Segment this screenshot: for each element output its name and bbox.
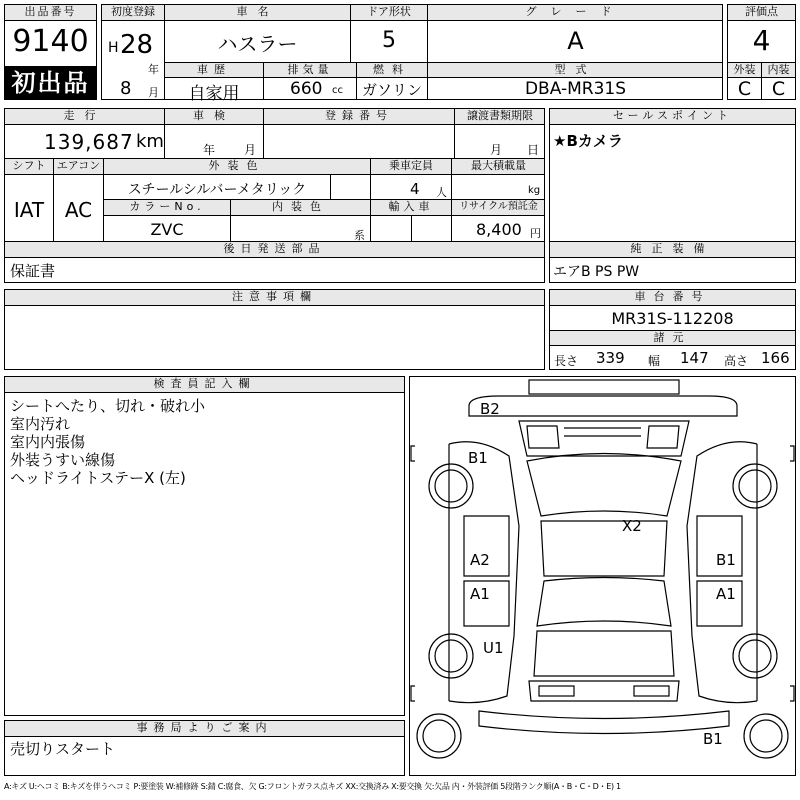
ext-color-header: 外装色 <box>208 159 266 172</box>
inspector-note: 室内汚れ <box>10 415 71 433</box>
car-outline-diagram <box>409 376 796 776</box>
color-number: ZVC <box>150 220 184 239</box>
legend-text: A:キズ U:ヘコミ B:キズを伴うヘコミ P:要塗装 W:補修跡 S:錆 C:腐食、欠 G:フロントガラス点キズ XX:交換済み X:要交換 欠:欠品 内・外装評価 5段階ランク順(A・B・C・D・E) 1 <box>4 782 621 791</box>
height-value: 166 <box>761 349 790 367</box>
mileage-unit: km <box>136 131 164 152</box>
fuel-header: 燃料 <box>373 63 411 76</box>
max-load-header: 最大積載量 <box>471 159 526 172</box>
exterior-header: 外装 <box>733 63 756 76</box>
damage-mark-u1: U1 <box>483 639 504 657</box>
exterior-grade: C <box>737 78 752 100</box>
inspection-year-unit: 年 <box>203 143 216 157</box>
transfer-day-unit: 日 <box>527 143 540 157</box>
damage-mark-b1: B1 <box>716 551 736 569</box>
chassis-header: 車台番号 <box>634 290 711 303</box>
first-listing-badge: 初出品 <box>4 66 97 100</box>
recycle-unit: 円 <box>530 227 541 240</box>
era-prefix: H <box>108 40 119 56</box>
aircon-header: エアコン <box>56 159 101 172</box>
damage-mark-b2: B2 <box>480 400 500 418</box>
inspector-note: 外装うすい線傷 <box>10 451 116 469</box>
int-color-header: 内装色 <box>272 200 329 213</box>
interior-header: 内装 <box>767 63 790 76</box>
transfer-month-unit: 月 <box>490 143 503 157</box>
car-name: ハスラー <box>217 32 298 56</box>
car-name-header: 車名 <box>236 5 279 18</box>
damage-mark-b1: B1 <box>468 449 488 467</box>
score-header: 評価点 <box>745 5 778 18</box>
genuine-equipment: エアB PS PW <box>553 264 640 280</box>
grade: A <box>567 27 584 55</box>
damage-mark-x2: X2 <box>622 517 642 535</box>
interior-color-suffix: 系 <box>354 229 365 242</box>
history-header: 車歴 <box>197 63 231 76</box>
fuel-type: ガソリン <box>361 81 422 99</box>
lot-number: 9140 <box>12 24 89 59</box>
lot-number-header: 出品番号 <box>24 5 77 18</box>
sales-point-header: セールスポイント <box>612 109 732 122</box>
inspector-header: 検査員記入欄 <box>153 377 256 390</box>
damage-mark-a1: A1 <box>716 585 736 603</box>
aircon-value: AC <box>64 198 93 222</box>
capacity-value: 4 <box>410 180 420 198</box>
import-header: 輸入車 <box>388 200 434 213</box>
inspection-month-unit: 月 <box>244 143 257 157</box>
inspector-note: ヘッドライトステーX (左) <box>10 469 186 487</box>
exterior-color: スチールシルバーメタリック <box>127 182 307 198</box>
damage-mark-b1: B1 <box>703 730 723 748</box>
displacement-header: 排気量 <box>287 63 333 76</box>
door-type: 5 <box>382 28 396 53</box>
sales-point: ★Bカメラ <box>553 132 623 150</box>
mileage-header: 走行 <box>63 109 106 122</box>
width-value: 147 <box>680 349 709 367</box>
overall-score: 4 <box>752 24 771 57</box>
door-header: ドア形状 <box>367 5 411 18</box>
later-parts-header: 後日発送部品 <box>223 242 326 255</box>
model-code: DBA-MR31S <box>524 79 627 99</box>
displacement-unit: cc <box>332 85 343 96</box>
vehicle-history: 自家用 <box>188 84 240 104</box>
grade-header: グレード <box>525 5 626 18</box>
first-reg-header: 初度登録 <box>111 5 155 18</box>
mileage-value: 139,687 <box>44 130 134 154</box>
first-reg-month: 8 <box>120 78 132 99</box>
interior-grade: C <box>771 78 786 100</box>
office-header: 事務局よりご案内 <box>136 721 273 734</box>
shift-value: IAT <box>13 198 45 222</box>
length-value: 339 <box>596 349 625 367</box>
color-no-header: カラーNo. <box>129 200 205 213</box>
inspection-header: 車検 <box>193 109 235 122</box>
capacity-header: 乗車定員 <box>389 159 433 172</box>
chassis-number: MR31S-112208 <box>611 309 734 328</box>
specs-header: 諸元 <box>653 331 692 344</box>
month-unit: 月 <box>148 86 159 99</box>
length-label: 長さ <box>554 354 579 368</box>
later-parts: 保証書 <box>10 262 56 280</box>
transfer-header: 譲渡書類期限 <box>467 109 533 122</box>
capacity-unit: 人 <box>436 186 447 199</box>
load-unit: kg <box>528 185 541 196</box>
first-reg-year: 28 <box>120 30 154 60</box>
shift-header: シフト <box>12 159 46 172</box>
genuine-header: 純正装備 <box>630 242 715 255</box>
width-label: 幅 <box>648 354 661 368</box>
model-code-header: 型式 <box>554 63 597 76</box>
inspector-note: シートへたり、切れ・破れ小 <box>10 397 206 415</box>
damage-mark-a2: A2 <box>470 551 490 569</box>
year-unit: 年 <box>148 63 159 76</box>
displacement: 660 <box>290 79 323 99</box>
notes-header: 注意事項欄 <box>232 290 317 303</box>
inspector-note: 室内内張傷 <box>10 433 86 451</box>
reg-no-header: 登録番号 <box>325 109 393 122</box>
damage-mark-a1: A1 <box>470 585 490 603</box>
recycle-header: リサイクル預託金 <box>459 201 538 212</box>
height-label: 高さ <box>724 354 749 368</box>
office-note: 売切りスタート <box>10 740 116 758</box>
recycle-fee: 8,400 <box>476 220 522 239</box>
